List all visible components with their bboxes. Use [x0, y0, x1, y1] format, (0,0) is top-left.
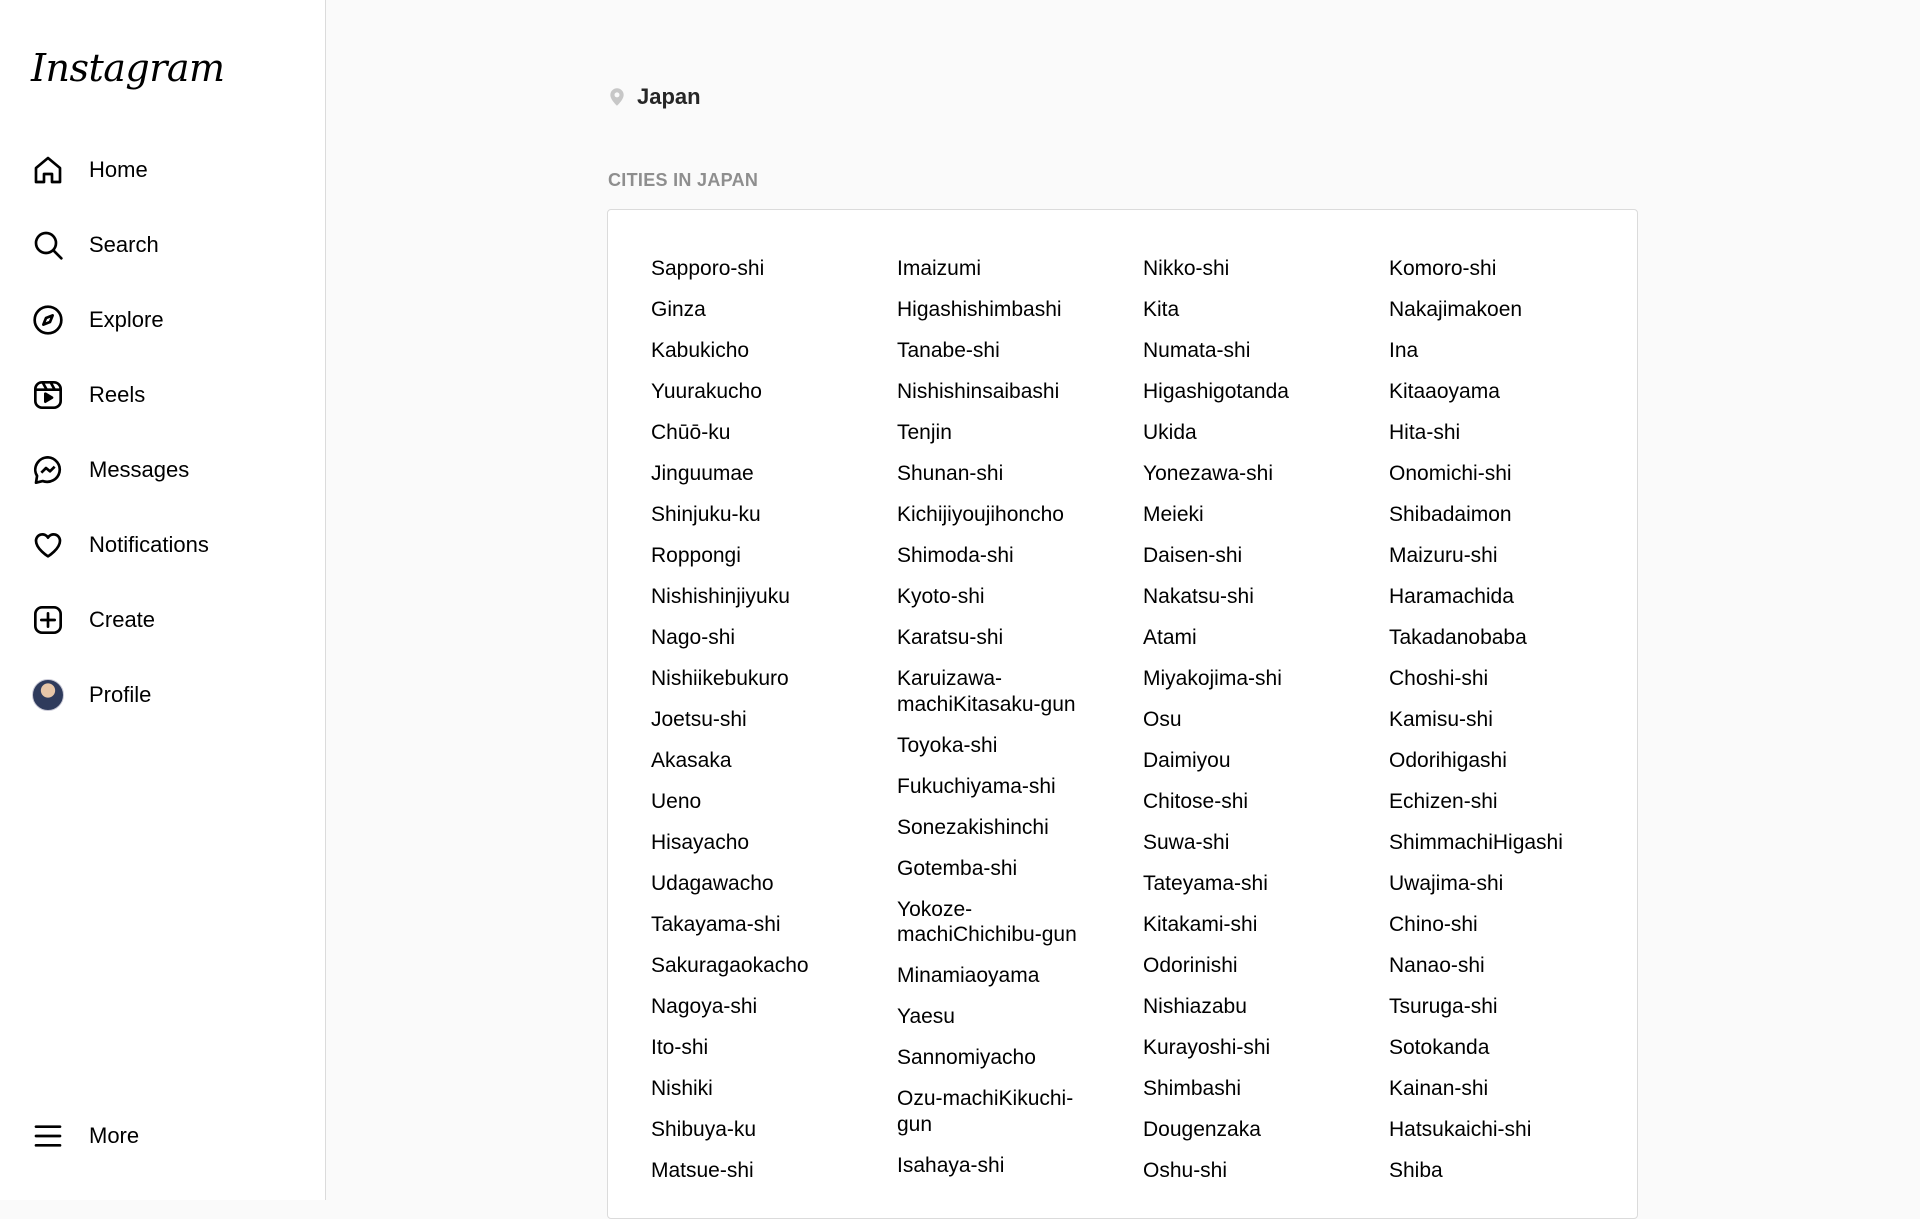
city-link[interactable]: Imaizumi	[897, 257, 982, 280]
city-link[interactable]: Hatsukaichi-shi	[1389, 1118, 1532, 1141]
nav-more[interactable]	[12, 1107, 312, 1165]
instagram-logo[interactable]: Instagram	[31, 46, 225, 90]
city-link[interactable]: Shunan-shi	[897, 462, 1004, 485]
city-link[interactable]: Joetsu-shi	[651, 708, 747, 731]
city-link[interactable]: Kichijiyoujihoncho	[897, 503, 1064, 526]
nav-notifications[interactable]	[12, 516, 312, 574]
nav-label: Reels	[89, 382, 146, 407]
city-link[interactable]: Nishiikebukuro	[651, 667, 789, 690]
city-link[interactable]: Yokoze-machiChichibu-gun	[897, 897, 1077, 946]
home-icon	[30, 152, 66, 188]
nav-messages[interactable]	[12, 441, 312, 499]
city-link[interactable]: Odorinishi	[1143, 954, 1238, 977]
city-column	[1389, 252, 1635, 1195]
city-link[interactable]: Haramachida	[1389, 585, 1514, 608]
nav-label: Messages	[89, 457, 190, 482]
section-title: CITIES IN JAPAN	[608, 170, 759, 190]
city-column	[897, 252, 1143, 1195]
city-link[interactable]: Shibadaimon	[1389, 503, 1512, 526]
city-link[interactable]: Chūō-ku	[651, 421, 731, 444]
city-link[interactable]: Komoro-shi	[1389, 257, 1497, 280]
city-link[interactable]: Kitakami-shi	[1143, 913, 1258, 936]
city-link[interactable]: Nakajimakoen	[1389, 298, 1523, 321]
nav-home[interactable]	[12, 141, 312, 199]
city-link[interactable]: Sonezakishinchi	[897, 815, 1049, 839]
city-link[interactable]: Nishishinjiyuku	[651, 585, 790, 608]
city-link[interactable]: Ozu-machiKikuchi-gun	[897, 1087, 1074, 1136]
city-link[interactable]: Kamisu-shi	[1389, 708, 1493, 731]
city-link[interactable]: Ueno	[651, 790, 702, 813]
city-link[interactable]: Matsue-shi	[651, 1159, 754, 1182]
city-link[interactable]: Atami	[1143, 626, 1197, 649]
sidebar	[0, 0, 326, 1200]
city-link[interactable]: Yonezawa-shi	[1143, 462, 1273, 485]
main-content	[327, 0, 1920, 1200]
city-link[interactable]: Higashishimbashi	[897, 298, 1062, 321]
location-header	[607, 84, 701, 110]
city-link[interactable]: Nanao-shi	[1389, 954, 1485, 977]
city-link[interactable]: Tenjin	[897, 421, 952, 444]
city-link[interactable]: Shibuya-ku	[651, 1118, 757, 1141]
city-link[interactable]: Nikko-shi	[1143, 257, 1230, 280]
city-link[interactable]: Miyakojima-shi	[1143, 667, 1282, 690]
city-link[interactable]: Isahaya-shi	[897, 1153, 1005, 1177]
city-link[interactable]: Tsuruga-shi	[1389, 995, 1498, 1018]
nav-label: Notifications	[89, 532, 209, 557]
city-link[interactable]: Choshi-shi	[1389, 667, 1489, 690]
city-link[interactable]: Daisen-shi	[1143, 544, 1243, 567]
city-link[interactable]: Chitose-shi	[1143, 790, 1249, 813]
nav-label: Search	[89, 232, 159, 257]
city-link[interactable]: Oshu-shi	[1143, 1159, 1228, 1182]
city-link[interactable]: Sapporo-shi	[651, 257, 765, 280]
city-link[interactable]: Minamiaoyama	[897, 964, 1040, 987]
create-icon	[30, 602, 66, 638]
city-link[interactable]: Onomichi-shi	[1389, 462, 1512, 485]
city-link[interactable]: Shimbashi	[1143, 1077, 1242, 1100]
city-link[interactable]: Nagoya-shi	[651, 995, 758, 1018]
city-link[interactable]: Echizen-shi	[1389, 790, 1498, 813]
city-link[interactable]: Kurayoshi-shi	[1143, 1036, 1271, 1059]
city-link[interactable]: Sotokanda	[1389, 1036, 1490, 1059]
nav-label: Profile	[89, 682, 152, 707]
city-link[interactable]: Karuizawa-machiKitasaku-gun	[897, 667, 1076, 716]
city-link[interactable]: Akasaka	[651, 749, 732, 772]
explore-icon	[30, 302, 66, 338]
city-link[interactable]: Ina	[1389, 339, 1419, 362]
city-link[interactable]: Suwa-shi	[1143, 831, 1230, 854]
city-link[interactable]: ShimmachiHigashi	[1389, 831, 1563, 854]
cities-list	[607, 209, 1638, 1219]
location-name: Japan	[637, 84, 701, 109]
city-link[interactable]: Takayama-shi	[651, 913, 781, 936]
city-link[interactable]: Shinjuku-ku	[651, 503, 761, 526]
city-link[interactable]: Sakuragaokacho	[651, 954, 809, 977]
city-link[interactable]: Yaesu	[897, 1005, 955, 1028]
city-link[interactable]: Meieki	[1143, 503, 1204, 526]
nav-label: More	[89, 1123, 140, 1148]
city-link[interactable]: Dougenzaka	[1143, 1118, 1261, 1141]
messages-icon	[30, 452, 66, 488]
city-link[interactable]: Kitaaoyama	[1389, 380, 1500, 403]
city-link[interactable]: Tanabe-shi	[897, 339, 1000, 362]
city-link[interactable]: Numata-shi	[1143, 339, 1251, 362]
heart-icon	[30, 527, 66, 563]
reels-icon	[30, 377, 66, 413]
nav-profile[interactable]	[12, 666, 312, 724]
city-link[interactable]: Chino-shi	[1389, 913, 1478, 936]
city-link[interactable]: Osu	[1143, 708, 1182, 731]
nav-label: Create	[89, 607, 156, 632]
city-link[interactable]: Maizuru-shi	[1389, 544, 1498, 567]
city-link[interactable]: Fukuchiyama-shi	[897, 774, 1056, 798]
city-link[interactable]: Ito-shi	[651, 1036, 709, 1059]
cities-grid	[651, 252, 1635, 1195]
search-icon	[30, 227, 66, 263]
city-link[interactable]: Udagawacho	[651, 872, 774, 895]
city-link[interactable]: Nishiazabu	[1143, 995, 1247, 1018]
city-link[interactable]: Takadanobaba	[1389, 626, 1527, 649]
city-link[interactable]: Gotemba-shi	[897, 856, 1018, 880]
city-link[interactable]: Ginza	[651, 298, 706, 321]
city-link[interactable]: Jinguumae	[651, 462, 754, 485]
city-link[interactable]: Nago-shi	[651, 626, 736, 649]
city-link[interactable]: Uwajima-shi	[1389, 872, 1504, 895]
city-link[interactable]: Nishishinsaibashi	[897, 380, 1060, 403]
city-link[interactable]: Ukida	[1143, 421, 1197, 444]
city-column	[651, 252, 897, 1195]
city-link[interactable]: Yuurakucho	[651, 380, 762, 403]
nav-reels[interactable]	[12, 366, 312, 424]
nav-label: Home	[89, 157, 148, 182]
menu-icon	[30, 1118, 66, 1154]
city-link[interactable]: Higashigotanda	[1143, 380, 1289, 403]
city-link[interactable]: Odorihigashi	[1389, 749, 1507, 772]
city-link[interactable]: Kabukicho	[651, 339, 750, 362]
city-column	[1143, 252, 1389, 1195]
nav-search[interactable]	[12, 216, 312, 274]
nav-create[interactable]	[12, 591, 312, 649]
city-link[interactable]: Toyoka-shi	[897, 733, 998, 757]
city-link[interactable]: Tateyama-shi	[1143, 872, 1268, 895]
city-link[interactable]: Sannomiyacho	[897, 1046, 1036, 1069]
city-link[interactable]: Nishiki	[651, 1077, 713, 1100]
city-link[interactable]: Hita-shi	[1389, 421, 1461, 444]
nav-label: Explore	[89, 307, 164, 332]
city-link[interactable]: Hisayacho	[651, 831, 750, 854]
city-link[interactable]: Karatsu-shi	[897, 626, 1004, 649]
location-pin-icon	[607, 85, 627, 109]
city-link[interactable]: Kyoto-shi	[897, 585, 985, 608]
city-link[interactable]: Kita	[1143, 298, 1180, 321]
nav-explore[interactable]	[12, 291, 312, 349]
city-link[interactable]: Roppongi	[651, 544, 741, 567]
city-link[interactable]: Nakatsu-shi	[1143, 585, 1254, 608]
city-link[interactable]: Daimiyou	[1143, 749, 1231, 772]
city-link[interactable]: Kainan-shi	[1389, 1077, 1489, 1100]
avatar	[32, 679, 64, 711]
city-link[interactable]: Shimoda-shi	[897, 544, 1014, 567]
city-link[interactable]: Shiba	[1389, 1159, 1443, 1182]
